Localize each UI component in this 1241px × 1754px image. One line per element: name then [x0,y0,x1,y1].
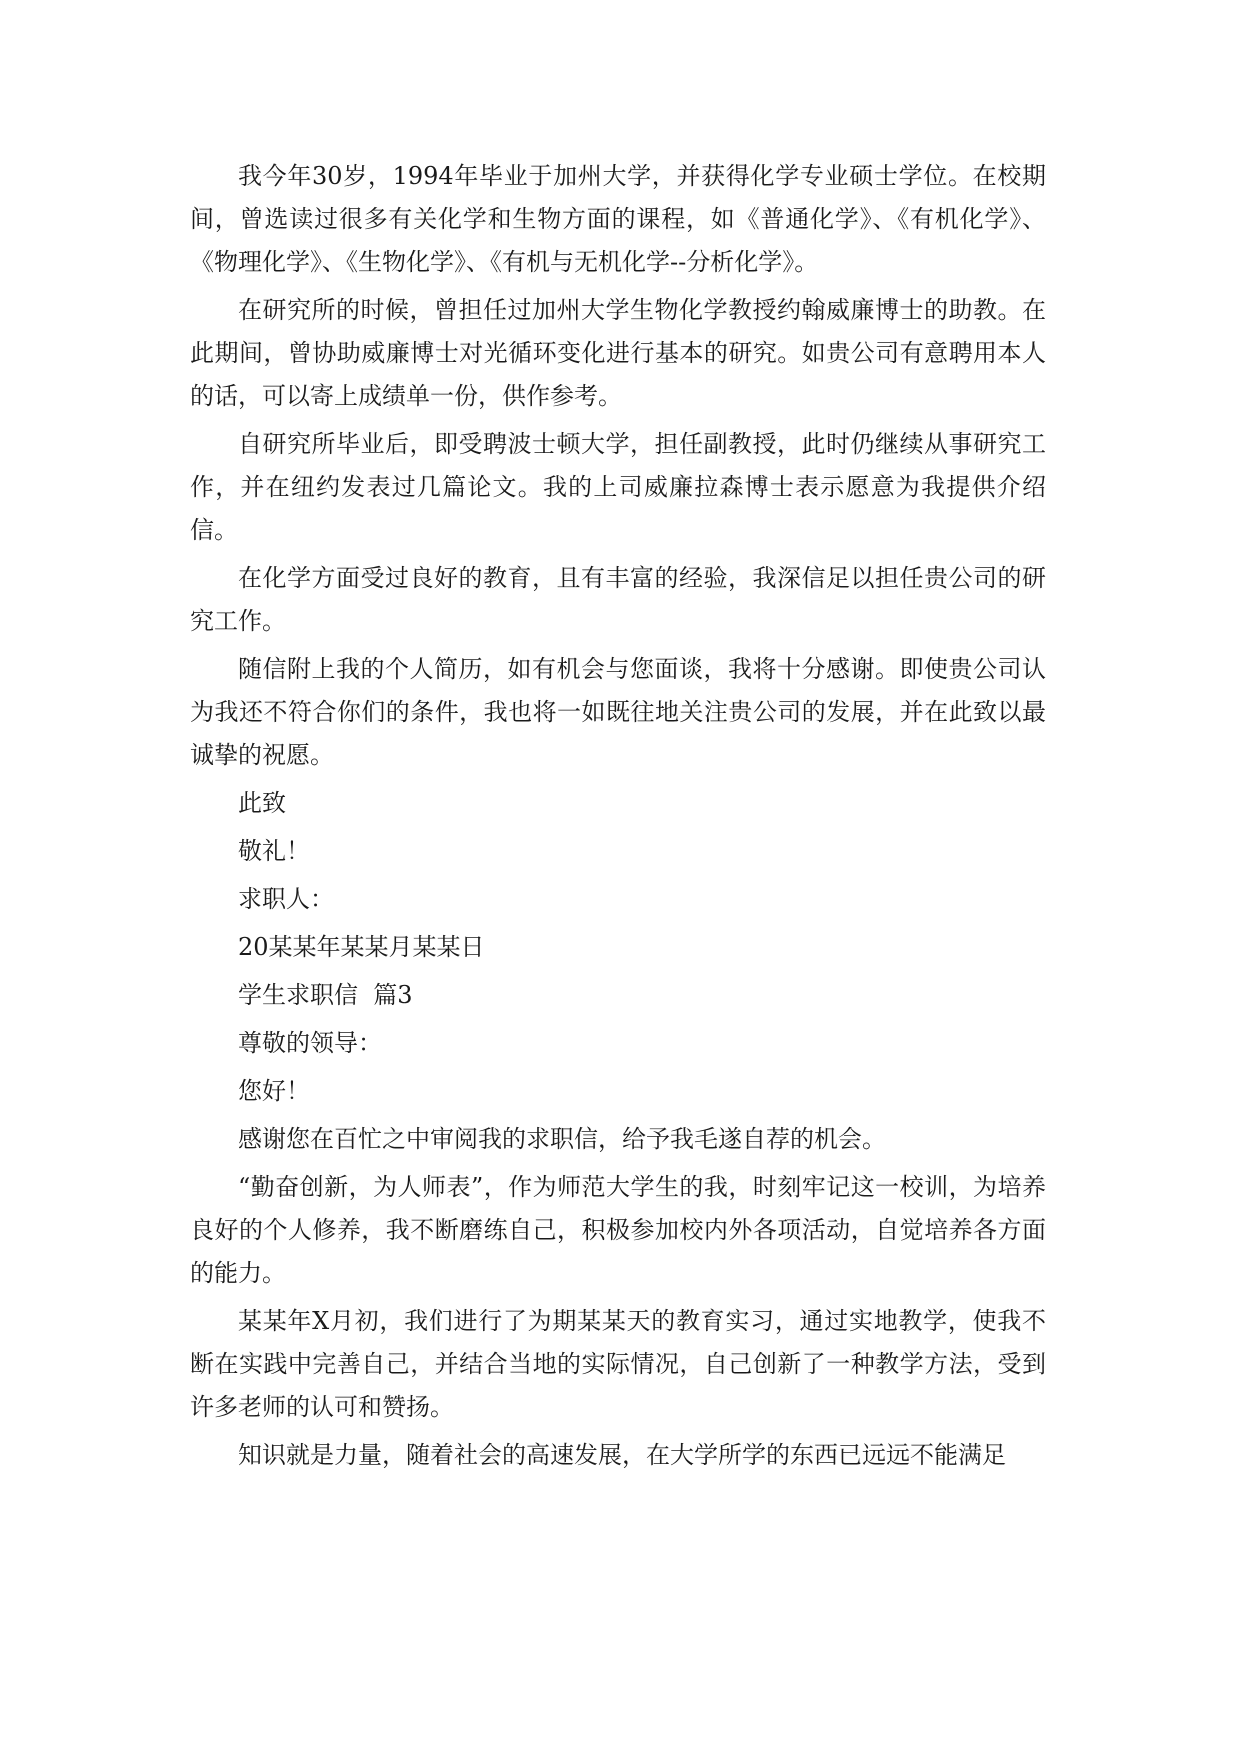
salute-text: 敬礼！ [238,837,310,865]
signer-label: 求职人： [238,885,334,913]
hello-text: 您好！ [238,1077,310,1105]
paragraph-internship: 某某年X月初，我们进行了为期某某天的教育实习，通过实地教学，使我不断在实践中完善自己，并结合当地的实际情况，自己创新了一种教学方法，受到许多老师的认可和赞扬。 [190,1307,1046,1421]
greeting-text: 尊敬的领导： [238,1029,382,1057]
date-text: 20某某年某某月某某日 [238,933,485,961]
document-body [190,155,1046,1482]
paragraph-resume-attached: 随信附上我的个人简历，如有机会与您面谈，我将十分感谢。即使贵公司认为我还不符合你们的条件，我也将一如既往地关注贵公司的发展，并在此致以最诚挚的祝愿。 [190,655,1046,769]
paragraph-knowledge: 知识就是力量，随着社会的高速发展，在大学所学的东西已远远不能满足 [238,1441,1006,1469]
paragraph-qualification: 在化学方面受过良好的教育，且有丰富的经验，我深信足以担任贵公司的研究工作。 [190,564,1046,635]
paragraph-boston-university: 自研究所毕业后，即受聘波士顿大学，担任副教授，此时仍继续从事研究工作，并在纽约发表过几篇论文。我的上司威廉拉森博士表示愿意为我提供介绍信。 [190,430,1046,544]
paragraph-education: 我今年30岁，1994年毕业于加州大学，并获得化学专业硕士学位。在校期间，曾选读过很多有关化学和生物方面的课程，如《普通化学》、《有机化学》、《物理化学》、《生物化学》、《有机与无机化学--分析化学》。 [190,162,1046,276]
paragraph-research-assistant: 在研究所的时候，曾担任过加州大学生物化学教授约翰威廉博士的助教。在此期间，曾协助威廉博士对光循环变化进行基本的研究。如贵公司有意聘用本人的话，可以寄上成绩单一份，供作参考。 [190,296,1046,410]
section-title: 学生求职信 篇3 [238,981,413,1009]
paragraph-thanks: 感谢您在百忙之中审阅我的求职信，给予我毛遂自荐的机会。 [238,1125,886,1153]
closing-text: 此致 [238,789,286,817]
paragraph-school-motto: “勤奋创新，为人师表”，作为师范大学生的我，时刻牢记这一校训，为培养良好的个人修养，我不断磨练自己，积极参加校内外各项活动，自觉培养各方面的能力。 [190,1173,1046,1287]
